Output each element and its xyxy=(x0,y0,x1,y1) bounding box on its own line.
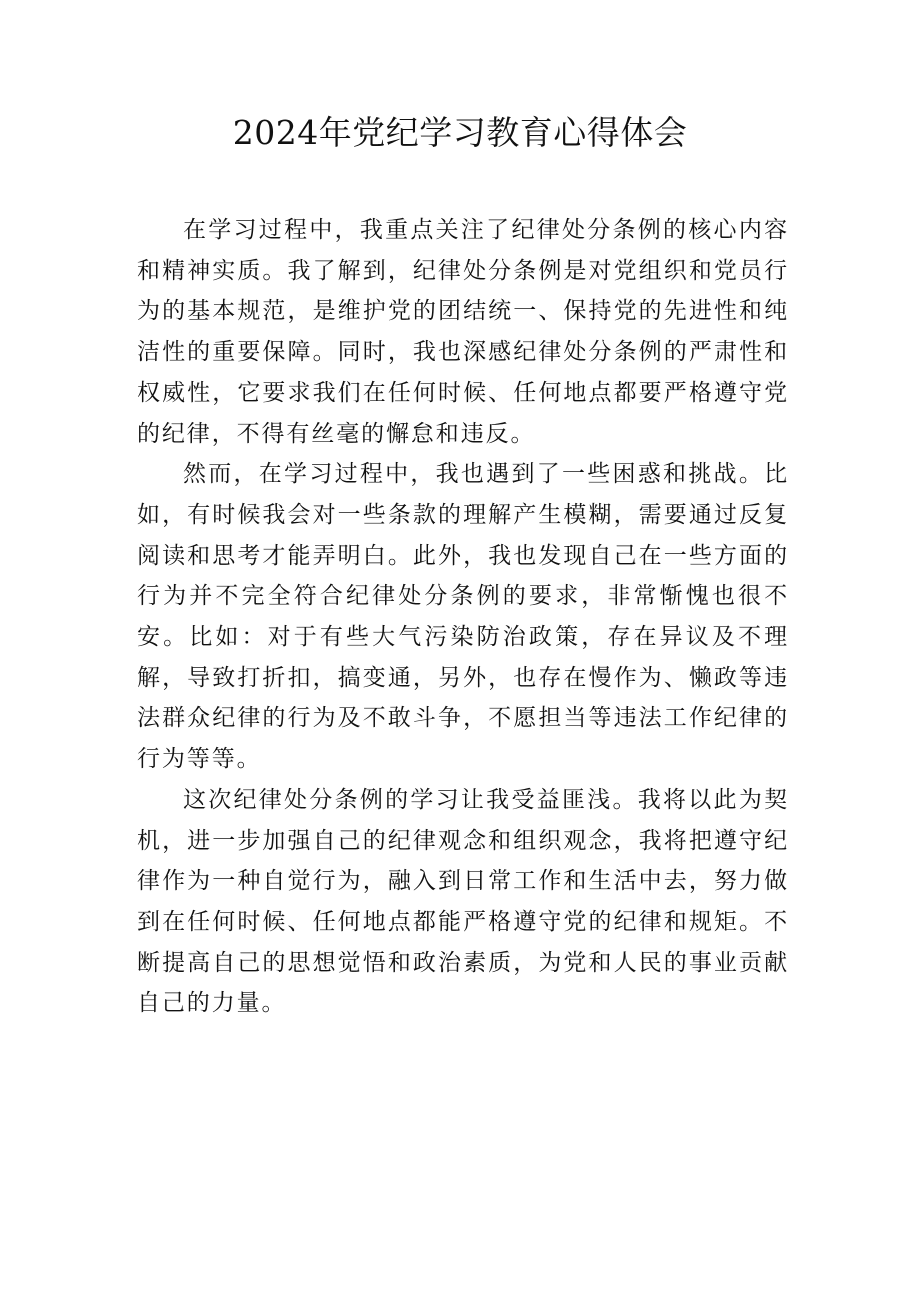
document-title: 2024年党纪学习教育心得体会 xyxy=(232,113,688,152)
paragraph-2: 然而，在学习过程中，我也遇到了一些困惑和挑战。比如，有时候我会对一些条款的理解产生模糊，需要通过反复阅读和思考才能弄明白。此外，我也发现自己在一些方面的行为并不完全符合纪律处分条例的要求，非常惭愧也很不安。比如：对于有些大气污染防治政策，存在异议及不理解，导致打折扣，搞变通，另外，也存在慢作为、懒政等违法群众纪律的行为及不敢斗争，不愿担当等违法工作纪律的行为等等。 xyxy=(137,461,789,773)
document-body xyxy=(137,210,789,1024)
paragraph-3: 这次纪律处分条例的学习让我受益匪浅。我将以此为契机，进一步加强自己的纪律观念和组织观念，我将把遵守纪律作为一种自觉行为，融入到日常工作和生活中去，努力做到在任何时候、任何地点都能严格遵守党的纪律和规矩。不断提高自己的思想觉悟和政治素质，为党和人民的事业贡献自己的力量。 xyxy=(137,786,789,1017)
paragraph-1: 在学习过程中，我重点关注了纪律处分条例的核心内容和精神实质。我了解到，纪律处分条例是对党组织和党员行为的基本规范，是维护党的团结统一、保持党的先进性和纯洁性的重要保障。同时，我也深感纪律处分条例的严肃性和权威性，它要求我们在任何时候、任何地点都要严格遵守党的纪律，不得有丝毫的懈怠和违反。 xyxy=(137,217,789,447)
